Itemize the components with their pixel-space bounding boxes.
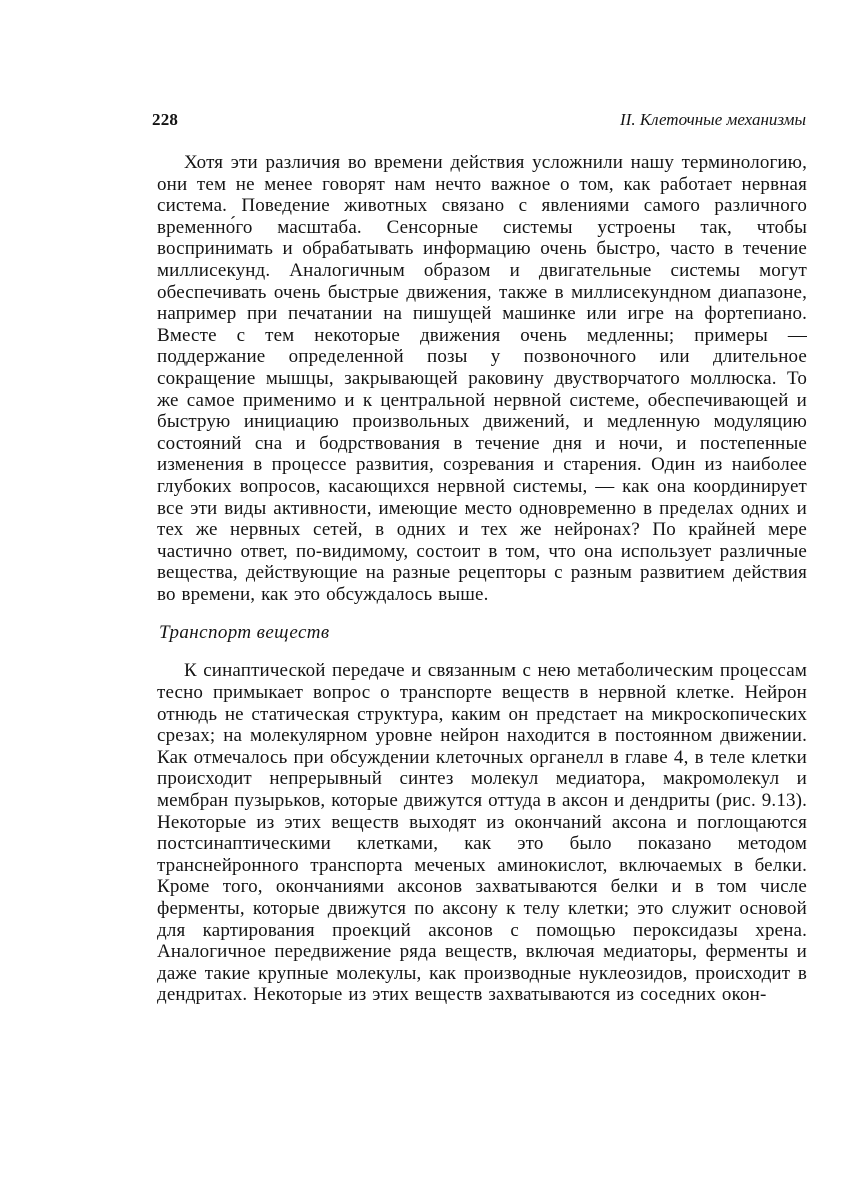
- section-heading: Транспорт веществ: [159, 622, 330, 644]
- paragraph: Хотя эти различия во времени действия усложнили нашу терминологию, они тем не менее говорят нам нечто важное о том, как работает нервная система. Поведение животных связано с явлениями самого различного временно́го масштаба. Сенсорные системы устроены так, чтобы воспринимать и обрабатывать информацию очень быстро, часто в течение миллисекунд. Аналогичным образом и двигательные системы могут обеспечивать очень быстрые движения, также в миллисекундном диапазоне, например при печатании на пишущей машинке или игре на фортепиано. Вместе с тем некоторые движения очень медленны; примеры — поддержание определенной позы у позвоночного или длительное сокращение мышцы, закрывающей раковину двустворчатого моллюска. То же самое применимо и к центральной нервной системе, обеспечивающей и быструю инициацию произвольных движений, и медленную модуляцию состояний сна и бодрствования в течение дня и ночи, и постепенные изменения в процессе развития, созревания и старения. Один из наиболее глубоких вопросов, касающихся нервной системы, — как она координирует все эти виды активности, имеющие место одновременно в пределах одних и тех же нервных сетей, в одних и тех же нейронах? По крайней мере частично ответ, по-видимому, состоит в том, что она использует различные вещества, действующие на разные рецепторы с разным развитием действия во времени, как это обсуждалось выше.: [157, 152, 807, 605]
- body-text: [157, 152, 807, 1006]
- chapter-title: II. Клеточные механизмы: [620, 110, 806, 129]
- running-head: [152, 110, 806, 134]
- paragraph: К синаптической передаче и связанным с нею метаболическим процессам тесно примыкает вопрос о транспорте веществ в нервной клетке. Нейрон отнюдь не статическая структура, каким он предстает на микроскопических срезах; на молекулярном уровне нейрон находится в постоянном движении. Как отмечалось при обсуждении клеточных органелл в главе 4, в теле клетки происходит непрерывный синтез молекул медиатора, макромолекул и мембран пузырьков, которые движутся оттуда в аксон и дендриты (рис. 9.13). Некоторые из этих веществ выходят из окончаний аксона и поглощаются постсинаптическими клетками, как это было показано методом транснейронного транспорта меченых аминокислот, включаемых в белки. Кроме того, окончаниями аксонов захватываются белки и в том числе ферменты, которые движутся по аксону к телу клетки; это служит основой для картирования проекций аксонов с помощью пероксидазы хрена. Аналогичное передвижение ряда веществ, включая медиаторы, ферменты и даже такие крупные молекулы, как производные нуклеозидов, происходит в дендритах. Некоторые из этих веществ захватываются из соседних окон-: [157, 660, 807, 1006]
- page-number: 228: [152, 110, 179, 129]
